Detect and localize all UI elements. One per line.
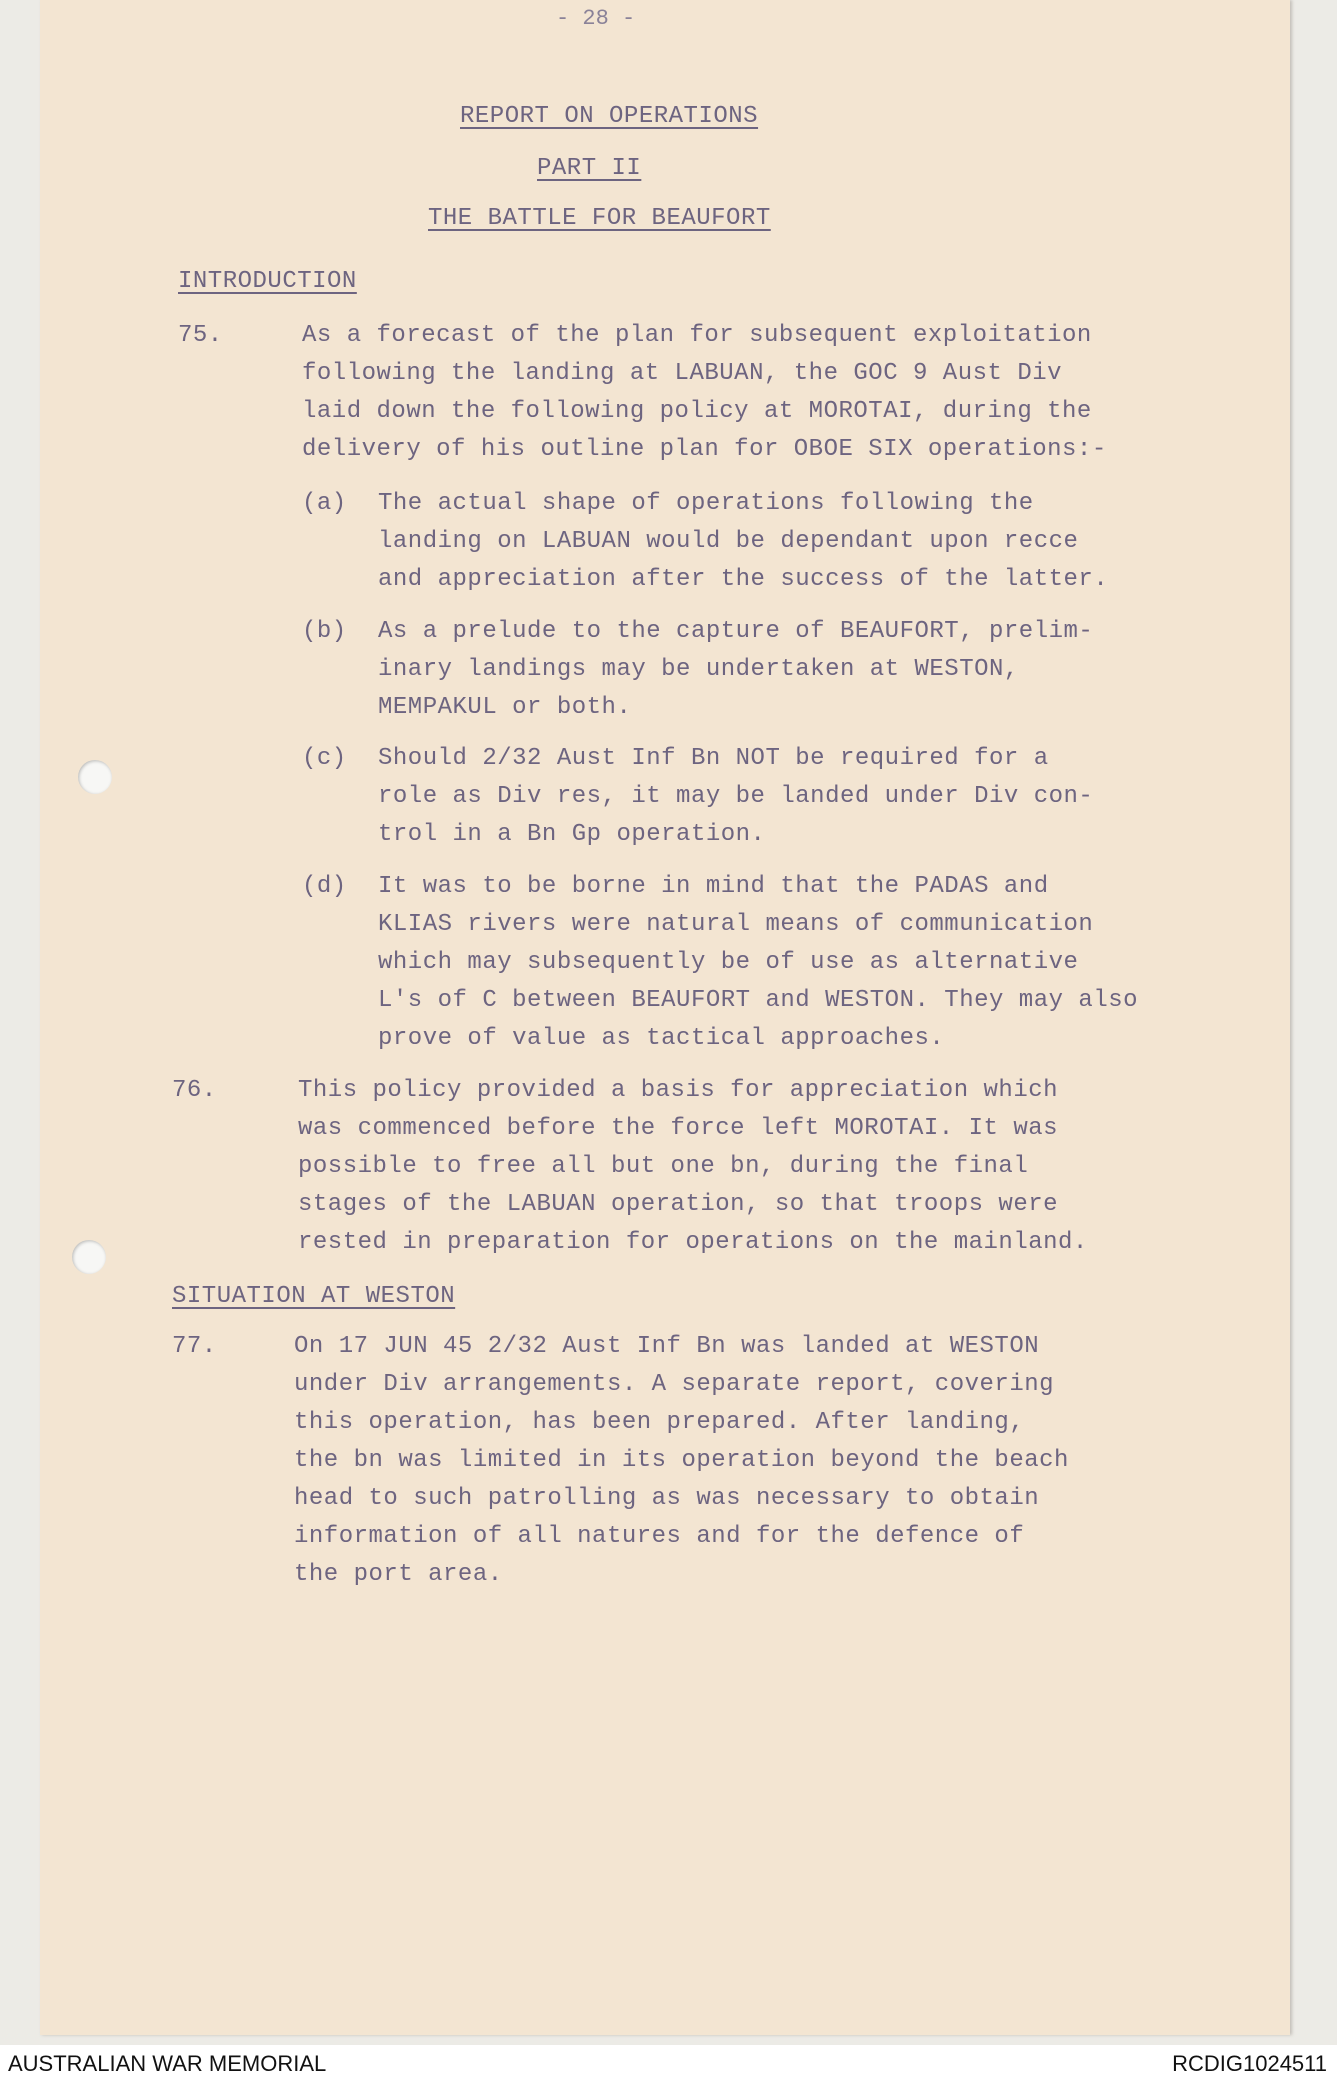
text-line: On 17 JUN 45 2/32 Aust Inf Bn was landed at WESTON xyxy=(294,1333,1040,1360)
text-line: which may subsequently be of use as alternative xyxy=(378,949,1079,976)
paragraph-number-75: 75. xyxy=(178,322,223,349)
battle-heading: THE BATTLE FOR BEAUFORT xyxy=(428,205,771,232)
text-line: under Div arrangements. A separate report, covering xyxy=(294,1371,1055,1398)
text-line: MEMPAKUL or both. xyxy=(378,694,632,721)
text-line: head to such patrolling as was necessary to obtain xyxy=(294,1485,1040,1512)
item-d xyxy=(378,868,1138,1058)
text-line: this operation, has been prepared. After landing, xyxy=(294,1409,1025,1436)
paragraph-76 xyxy=(298,1072,1088,1262)
part-heading: PART II xyxy=(537,155,642,182)
item-label-a: (a) xyxy=(302,490,347,517)
text-line: information of all natures and for the defence of xyxy=(294,1523,1025,1550)
item-a xyxy=(378,485,1108,599)
text-line: the bn was limited in its operation beyond the beach xyxy=(294,1447,1069,1474)
text-line: role as Div res, it may be landed under Div con- xyxy=(378,783,1094,810)
text-line: It was to be borne in mind that the PADAS and xyxy=(378,873,1049,900)
punch-hole-upper xyxy=(78,760,112,794)
text-line: KLIAS rivers were natural means of communication xyxy=(378,911,1094,938)
paragraph-75 xyxy=(302,317,1107,469)
section-heading-situation: SITUATION AT WESTON xyxy=(172,1283,456,1310)
item-c xyxy=(378,740,1093,854)
page-number: - 28 - xyxy=(556,6,636,31)
paragraph-number-76: 76. xyxy=(172,1077,217,1104)
text-line: the port area. xyxy=(294,1561,503,1588)
text-line: The actual shape of operations following the xyxy=(378,490,1034,517)
item-label-b: (b) xyxy=(302,618,347,645)
text-line: delivery of his outline plan for OBOE SIX operations:- xyxy=(302,436,1107,463)
text-line: possible to free all but one bn, during the final xyxy=(298,1153,1029,1180)
text-line: Should 2/32 Aust Inf Bn NOT be required for a xyxy=(378,745,1049,772)
text-line: and appreciation after the success of the latter. xyxy=(378,566,1109,593)
item-label-c: (c) xyxy=(302,745,347,772)
text-line: L's of C between BEAUFORT and WESTON. They may also xyxy=(378,987,1139,1014)
text-line: As a prelude to the capture of BEAUFORT, prelim- xyxy=(378,618,1094,645)
item-label-d: (d) xyxy=(302,873,347,900)
punch-hole-lower xyxy=(72,1240,106,1274)
paragraph-77 xyxy=(294,1328,1069,1594)
paragraph-number-77: 77. xyxy=(172,1333,217,1360)
text-line: rested in preparation for operations on the mainland. xyxy=(298,1229,1088,1256)
item-b xyxy=(378,613,1093,727)
text-line: This policy provided a basis for appreciation which xyxy=(298,1077,1059,1104)
text-line: stages of the LABUAN operation, so that troops were xyxy=(298,1191,1059,1218)
report-heading: REPORT ON OPERATIONS xyxy=(460,103,759,130)
text-line: laid down the following policy at MOROTAI, during the xyxy=(302,398,1092,425)
footer-archive-name: AUSTRALIAN WAR MEMORIAL xyxy=(8,2051,327,2076)
section-heading-introduction: INTRODUCTION xyxy=(178,268,357,295)
footer-document-id: RCDIG1024511 xyxy=(1172,2051,1327,2076)
text-line: inary landings may be undertaken at WESTON, xyxy=(378,656,1019,683)
text-line: trol in a Bn Gp operation. xyxy=(378,821,766,848)
text-line: prove of value as tactical approaches. xyxy=(378,1025,945,1052)
text-line: following the landing at LABUAN, the GOC 9 Aust Div xyxy=(302,360,1063,387)
text-line: As a forecast of the plan for subsequent exploitation xyxy=(302,322,1092,349)
text-line: was commenced before the force left MOROTAI. It was xyxy=(298,1115,1059,1142)
text-line: landing on LABUAN would be dependant upon recce xyxy=(378,528,1079,555)
